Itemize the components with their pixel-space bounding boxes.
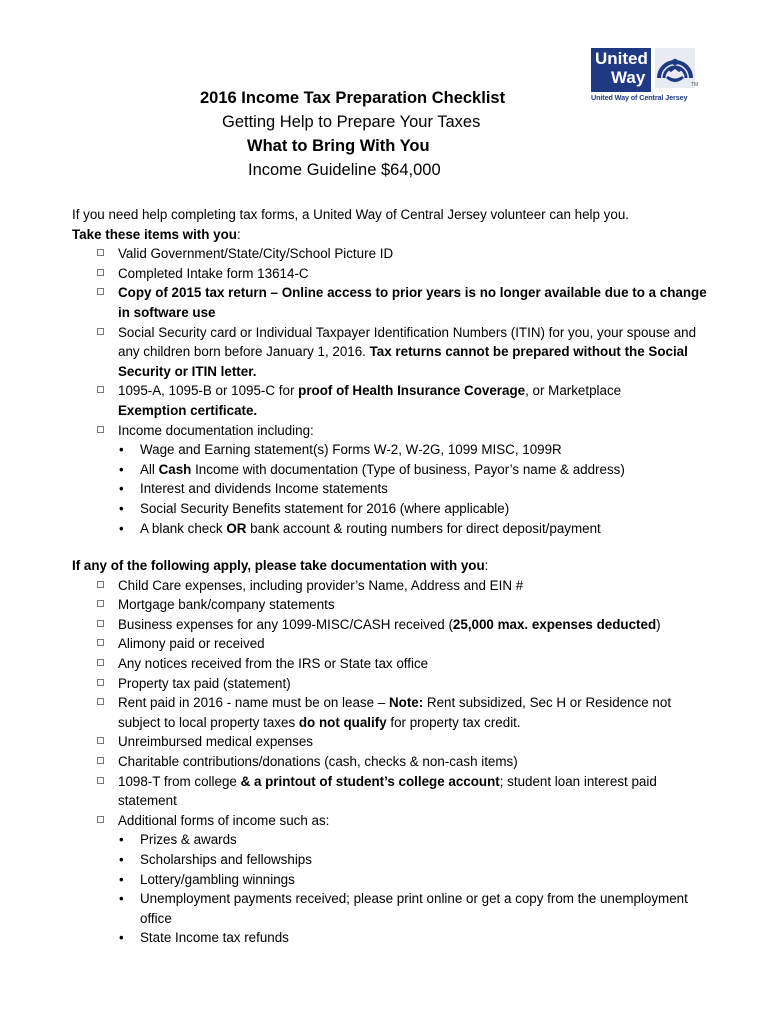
- checklist-item: Copy of 2015 tax return – Online access to prior years is no longer available due to a change in software use: [72, 283, 712, 322]
- bullet-icon: •: [119, 891, 124, 907]
- checkbox-icon: [97, 249, 104, 256]
- bullet-item: • State Income tax refunds: [72, 928, 712, 948]
- checklist-item: Unreimbursed medical expenses: [72, 732, 712, 752]
- checkbox-icon: [97, 620, 104, 627]
- bullet-item: • Lottery/gambling winnings: [72, 870, 712, 890]
- checkbox-icon: [97, 269, 104, 276]
- checkbox-icon: [97, 659, 104, 666]
- logo-line-way: Way: [611, 68, 646, 87]
- checkbox-icon: [97, 737, 104, 744]
- bullet-icon: •: [119, 832, 124, 848]
- section-heading: If any of the following apply, please take documentation with you:: [72, 558, 489, 574]
- bullet-item: • Prizes & awards: [72, 830, 712, 850]
- checklist-item: Alimony paid or received: [72, 634, 712, 654]
- checklist-item: Valid Government/State/City/School Picture ID: [72, 244, 712, 264]
- checklist-item: Rent paid in 2016 - name must be on lease – Note: Rent subsidized, Sec H or Residence not subject to local property taxes do not qualify for property tax credit.: [72, 693, 712, 732]
- checklist-body: [72, 205, 712, 948]
- checkbox-icon: [97, 639, 104, 646]
- bullet-item: • A blank check OR bank account & routing numbers for direct deposit/payment: [72, 519, 712, 539]
- checkbox-icon: [97, 328, 104, 335]
- checkbox-icon: [97, 679, 104, 686]
- page-title: 2016 Income Tax Preparation Checklist: [200, 89, 506, 107]
- checklist-item: Property tax paid (statement): [72, 674, 712, 694]
- checkbox-icon: [97, 600, 104, 607]
- what-to-bring-heading: What to Bring With You: [247, 137, 430, 155]
- trademark-mark: TM: [691, 82, 699, 88]
- checklist-item: Charitable contributions/donations (cash, checks & non-cash items): [72, 752, 712, 772]
- intro-text: If you need help completing tax forms, a United Way of Central Jersey volunteer can help you.: [72, 207, 629, 222]
- checklist-item: Social Security card or Individual Taxpayer Identification Numbers (ITIN) for you, your spouse and any children born before January 1, 2016. Tax returns cannot be prepared without the Social Security or ITIN letter.: [72, 323, 712, 382]
- logo-wordmark: [591, 48, 651, 92]
- checkbox-icon: [97, 426, 104, 433]
- bullet-icon: •: [119, 871, 124, 887]
- checklist-item: Additional forms of income such as:: [72, 811, 712, 831]
- take-items-label: Take these items with you:: [72, 226, 241, 242]
- bullet-icon: •: [119, 520, 124, 536]
- checkbox-icon: [97, 288, 104, 295]
- bullet-item: • Scholarships and fellowships: [72, 850, 712, 870]
- united-way-logo: [591, 48, 699, 104]
- checkbox-icon: [97, 386, 104, 393]
- bullet-item: • Unemployment payments received; please print online or get a copy from the unemployment office: [119, 891, 688, 926]
- income-guideline: Income Guideline $64,000: [248, 161, 441, 179]
- checklist-item: Child Care expenses, including provider’s Name, Address and EIN #: [72, 576, 712, 596]
- bullet-icon: •: [119, 930, 124, 946]
- checklist-item: Income documentation including:: [72, 421, 712, 441]
- logo-subtitle: United Way of Central Jersey: [591, 93, 688, 102]
- checklist-item: 1098-T from college & a printout of student’s college account; student loan interest paid statement: [72, 772, 712, 811]
- checklist-item: Business expenses for any 1099-MISC/CASH received (25,000 max. expenses deducted): [72, 615, 712, 635]
- bullet-item: • Social Security Benefits statement for 2016 (where applicable): [72, 499, 712, 519]
- checklist-item: Completed Intake form 13614-C: [72, 264, 712, 284]
- logo-line-united: United: [595, 49, 648, 68]
- checkbox-icon: [97, 581, 104, 588]
- checklist-item: Any notices received from the IRS or State tax office: [72, 654, 712, 674]
- bullet-item: • Wage and Earning statement(s) Forms W-2, W-2G, 1099 MISC, 1099R: [72, 440, 712, 460]
- checkbox-icon: [97, 698, 104, 705]
- bullet-icon: •: [119, 500, 124, 516]
- bullet-item: • Interest and dividends Income statements: [72, 479, 712, 499]
- bullet-icon: •: [119, 461, 124, 477]
- bullet-item: • All Cash Income with documentation (Type of business, Payor’s name & address): [72, 460, 712, 480]
- bullet-icon: •: [119, 481, 124, 497]
- hand-person-rainbow-icon: [655, 48, 695, 88]
- checkbox-icon: [97, 757, 104, 764]
- checklist-item: Mortgage bank/company statements: [72, 595, 712, 615]
- checkbox-icon: [97, 816, 104, 823]
- page-subtitle: Getting Help to Prepare Your Taxes: [222, 113, 481, 131]
- checkbox-icon: [97, 777, 104, 784]
- bullet-icon: •: [119, 852, 124, 867]
- bullet-icon: •: [119, 442, 124, 458]
- checklist-item: 1095-A, 1095-B or 1095-C for proof of Health Insurance Coverage, or Marketplace Exemption certificate.: [72, 381, 712, 420]
